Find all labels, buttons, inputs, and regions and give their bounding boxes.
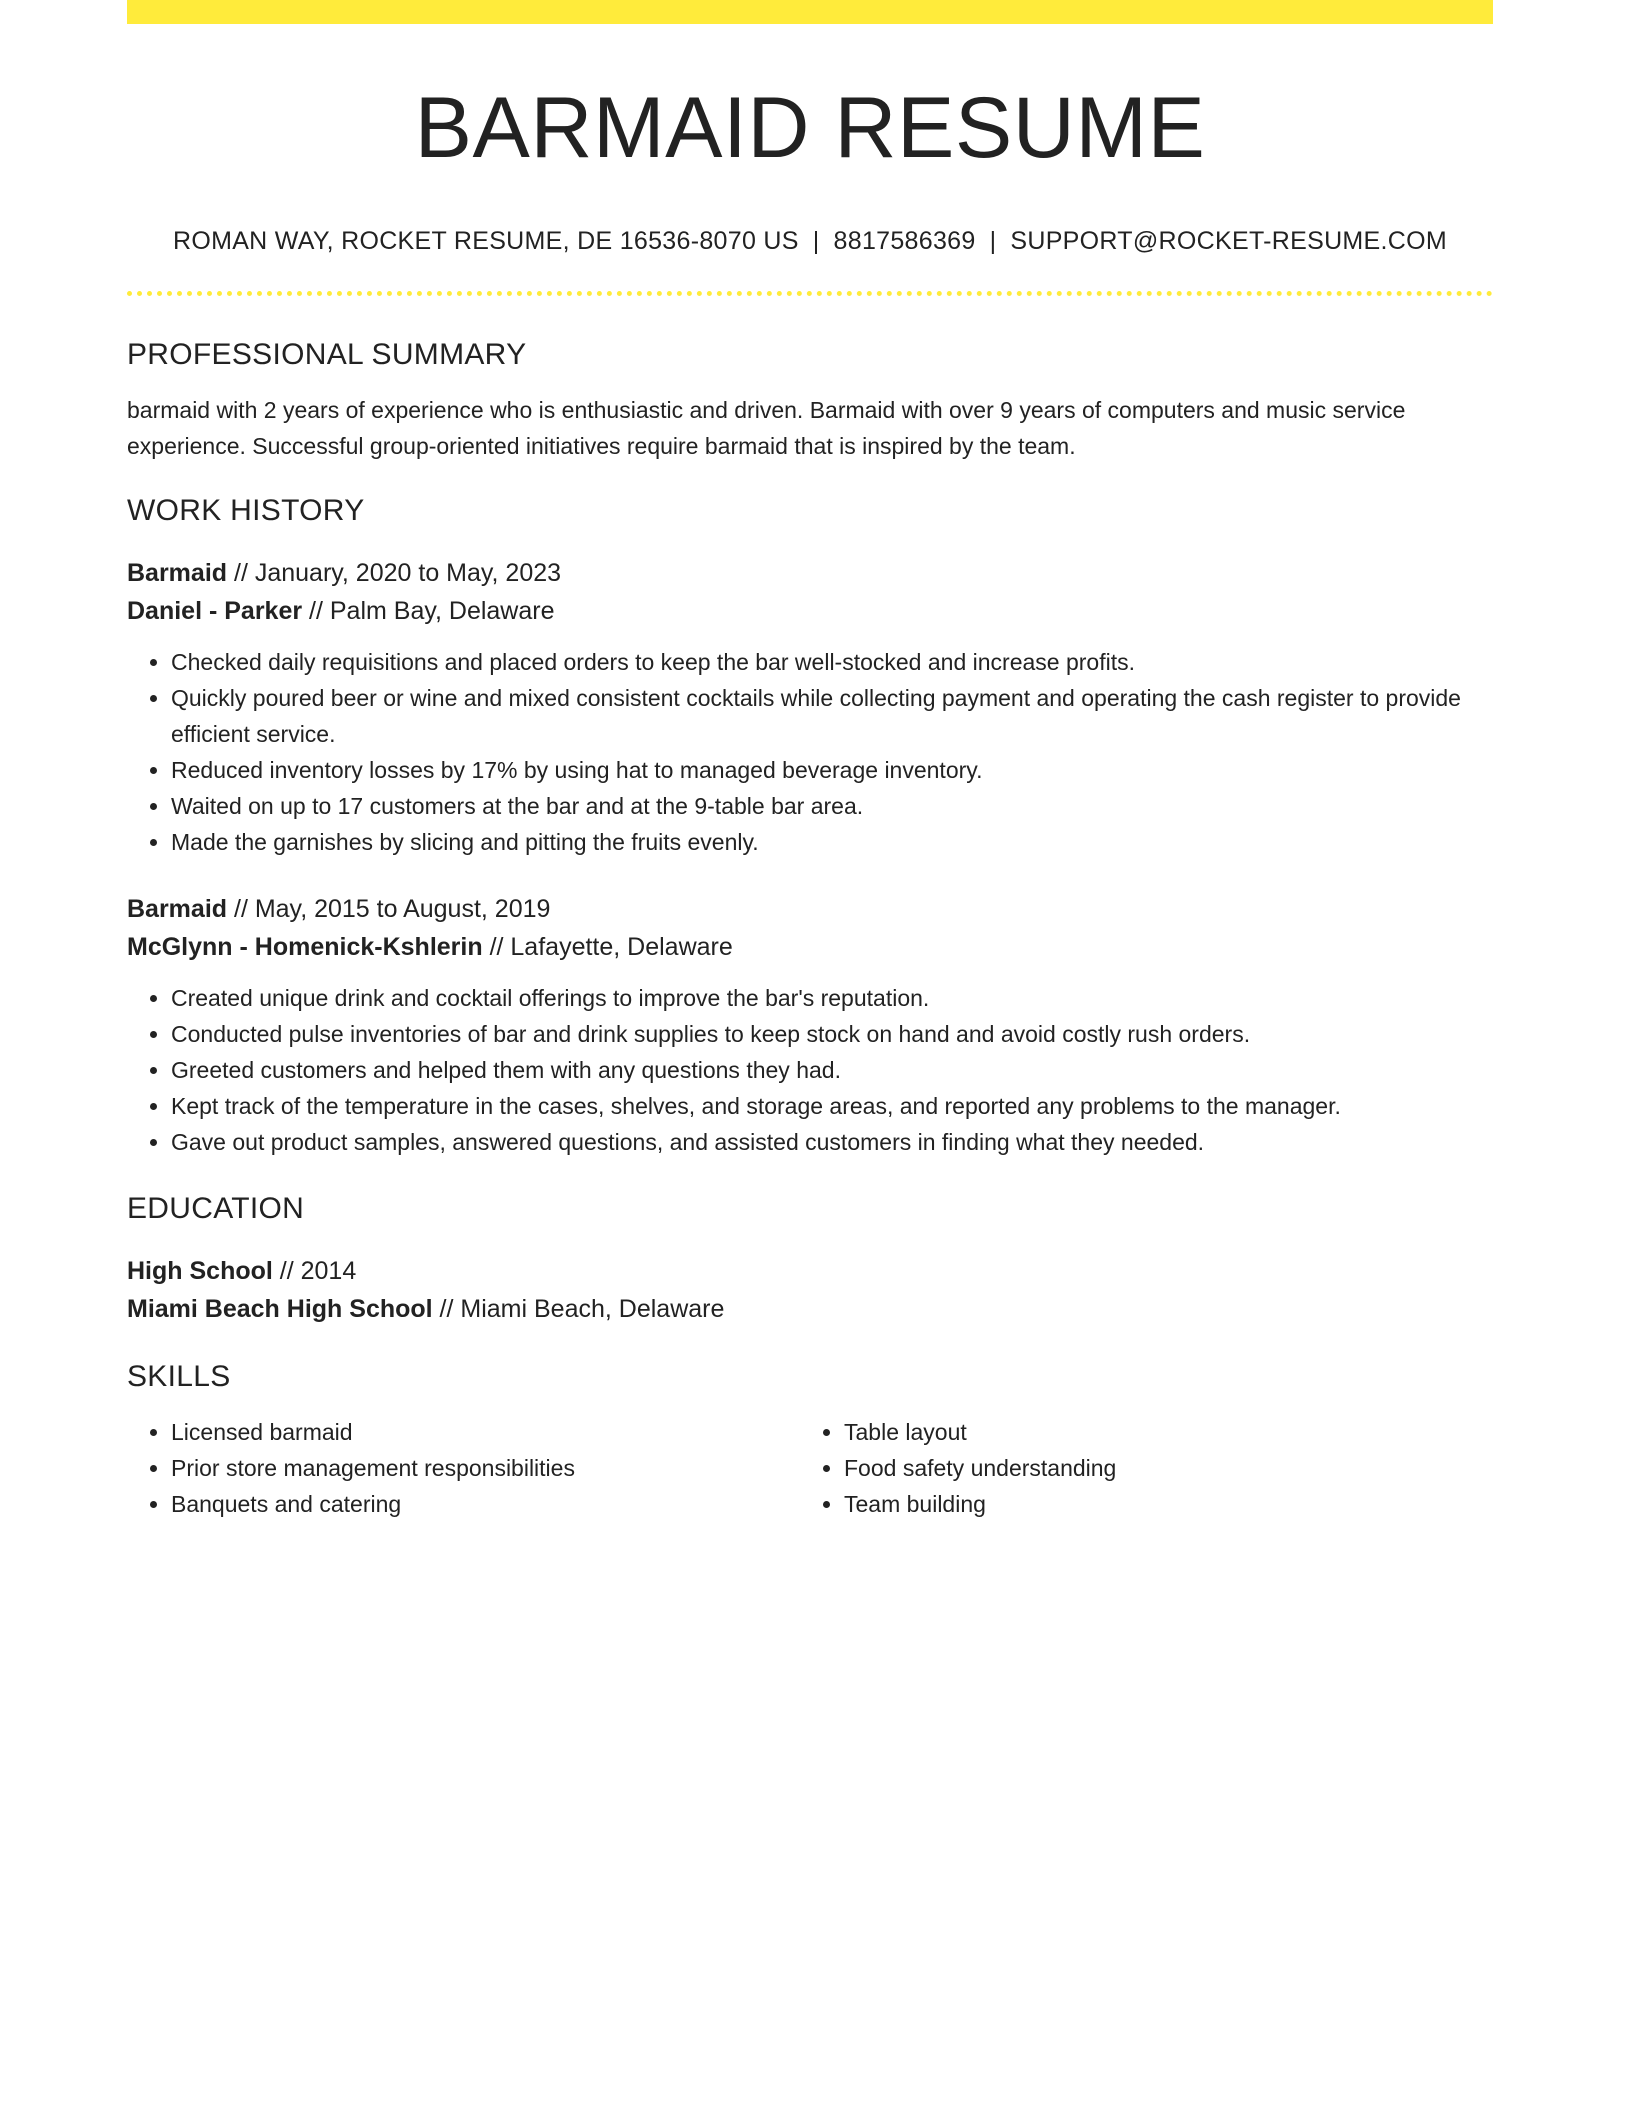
- resume-page: [127, 0, 1493, 1522]
- skills-grid: [127, 1414, 1493, 1522]
- job-bullet: • Created unique drink and cocktail offerings to improve the bar's reputation.: [171, 980, 1493, 1016]
- job-bullet: • Gave out product samples, answered questions, and assisted customers in finding what they needed.: [171, 1124, 1493, 1160]
- resume-title: BARMAID RESUME: [414, 80, 1206, 176]
- job-bullet: • Greeted customers and helped them with any questions they had.: [171, 1052, 1493, 1088]
- job-company: Daniel - Parker: [127, 597, 303, 625]
- job-company-line: [127, 928, 1493, 966]
- skills-column-left: [127, 1414, 800, 1522]
- education-school-line: [127, 1290, 1493, 1328]
- skills-column-right: [800, 1414, 1473, 1522]
- job-bullets: [127, 980, 1493, 1160]
- skill-item: • Food safety understanding: [844, 1450, 1473, 1486]
- summary-heading: PROFESSIONAL SUMMARY: [127, 338, 527, 371]
- contact-line: [127, 224, 1493, 258]
- job-entry: [127, 554, 1493, 860]
- job-entry: [127, 890, 1493, 1160]
- accent-top-bar: [127, 0, 1493, 24]
- job-bullets: [127, 644, 1493, 860]
- education-degree-line: [127, 1252, 1493, 1290]
- job-bullet: • Kept track of the temperature in the cases, shelves, and storage areas, and reported any problems to the manager.: [171, 1088, 1493, 1124]
- job-location: // Palm Bay, Delaware: [302, 597, 555, 625]
- contact-email[interactable]: SUPPORT@ROCKET-RESUME.COM: [1010, 227, 1448, 255]
- skill-item: • Team building: [844, 1486, 1473, 1522]
- dotted-divider: [127, 291, 1493, 296]
- job-title-line: [127, 890, 1493, 928]
- job-bullet: • Made the garnishes by slicing and pitting the fruits evenly.: [171, 824, 1493, 860]
- job-bullet: • Conducted pulse inventories of bar and drink supplies to keep stock on hand and avoid costly rush orders.: [171, 1016, 1493, 1052]
- contact-separator: |: [989, 227, 997, 255]
- job-bullet: • Quickly poured beer or wine and mixed consistent cocktails while collecting payment and operating the cash register to provide efficient service.: [171, 680, 1493, 752]
- job-bullet: • Waited on up to 17 customers at the bar and at the 9-table bar area.: [171, 788, 1493, 824]
- education-heading: EDUCATION: [127, 1192, 305, 1225]
- job-location: // Lafayette, Delaware: [482, 933, 733, 961]
- skill-item: • Banquets and catering: [171, 1486, 800, 1522]
- contact-phone[interactable]: 8817586369: [833, 227, 976, 255]
- skill-item: • Prior store management responsibilities: [171, 1450, 800, 1486]
- job-title-line: [127, 554, 1493, 592]
- education-degree: High School: [127, 1257, 273, 1285]
- education-school: Miami Beach High School: [127, 1295, 433, 1323]
- job-company: McGlynn - Homenick-Kshlerin: [127, 933, 483, 961]
- job-title: Barmaid: [127, 895, 228, 923]
- job-company-line: [127, 592, 1493, 630]
- skills-heading: SKILLS: [127, 1360, 231, 1393]
- job-bullet: • Reduced inventory losses by 17% by using hat to managed beverage inventory.: [171, 752, 1493, 788]
- job-title: Barmaid: [127, 559, 228, 587]
- contact-separator: |: [812, 227, 820, 255]
- summary-text: barmaid with 2 years of experience who is enthusiastic and driven. Barmaid with over 9 years of computers and music service experience. Successful group-oriented initiatives require barmaid that is inspired by the team.: [127, 397, 1406, 459]
- education-year: // 2014: [272, 1257, 357, 1285]
- education-entry: [127, 1252, 1493, 1328]
- job-dates: // January, 2020 to May, 2023: [227, 559, 562, 587]
- job-bullet: • Checked daily requisitions and placed orders to keep the bar well-stocked and increase profits.: [171, 644, 1493, 680]
- contact-address: ROMAN WAY, ROCKET RESUME, DE 16536-8070 US: [172, 227, 799, 255]
- job-dates: // May, 2015 to August, 2019: [227, 895, 551, 923]
- education-location: // Miami Beach, Delaware: [432, 1295, 725, 1323]
- skill-item: • Table layout: [844, 1414, 1473, 1450]
- work-history-heading: WORK HISTORY: [127, 494, 365, 527]
- skill-item: • Licensed barmaid: [171, 1414, 800, 1450]
